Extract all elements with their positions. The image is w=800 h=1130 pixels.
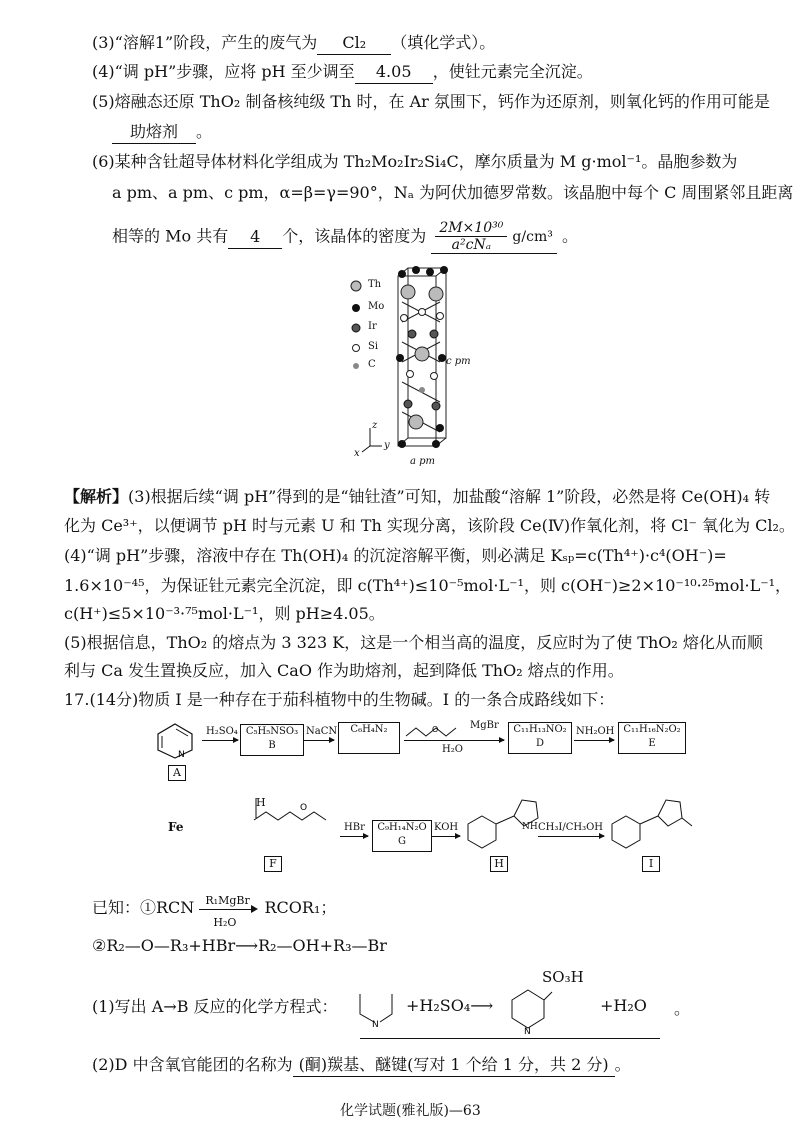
q16-3 <box>92 32 495 55</box>
q16-4-text: (4)“调 pH”步骤，应将 pH 至少调至 <box>92 62 355 81</box>
q16-5-answer: 助熔剂 <box>112 121 196 144</box>
q16-6-line2: a pm、a pm、c pm，α=β=γ=90°，Nₐ 为阿伏加德罗常数。该晶胞中每个 C 周围紧邻且距离 <box>112 183 794 202</box>
label-i: I <box>642 856 660 872</box>
known-1 <box>92 893 337 929</box>
b-formula: C₅H₅NSO₃ <box>245 726 299 737</box>
svg-text:N: N <box>178 750 185 760</box>
box-e <box>618 722 686 754</box>
arrow-a-b <box>202 740 238 741</box>
label-y: y <box>384 440 390 451</box>
reagent-koh: KOH <box>434 822 459 833</box>
reagent-fe: Fe <box>168 820 184 834</box>
q16-6-line1: (6)某种含钍超导体材料化学组成为 Th₂Mo₂Ir₂Si₄C，摩尔质量为 M g·mol⁻¹。晶胞参数为 <box>92 152 738 171</box>
known-1-reactant: 已知：①RCN <box>92 898 195 917</box>
reagent-mgbr: MgBr <box>470 720 499 731</box>
q17-1-text: (1)写出 A→B 反应的化学方程式： <box>92 997 338 1016</box>
label-b: B <box>268 740 276 751</box>
known-1-under: H₂O <box>213 915 237 929</box>
label-a-pm: a pm <box>410 456 436 467</box>
q16-4 <box>92 61 593 84</box>
h-structure <box>462 786 542 856</box>
q17-1-plus-h2so4: +H₂SO₄⟶ <box>406 996 494 1015</box>
q16-6-line3c: 。 <box>561 226 578 246</box>
q17-2-answer: (酮)羰基、醚键(写对 1 个给 1 分，共 2 分) <box>293 1054 615 1077</box>
q16-6-line3b: 个，该晶体的密度为 <box>282 226 427 246</box>
so3h-group: SO₃H <box>542 968 584 986</box>
density-answer <box>431 220 557 254</box>
svg-text:N: N <box>372 1020 379 1028</box>
q17-2-end: 。 <box>614 1055 631 1074</box>
i-structure <box>606 786 696 856</box>
box-c <box>338 722 400 754</box>
h-label-f: H <box>256 796 266 809</box>
q17-2-text: (2)D 中含氧官能团的名称为 <box>92 1055 293 1074</box>
analysis-l6: (5)根据信息，ThO₂ 的熔点为 3 323 K，这是一个相当高的温度，反应时为了使 ThO₂ 熔化从而顺 <box>64 633 763 652</box>
e-formula: C₁₁H₁₆N₂O₂ <box>623 724 681 735</box>
label-a: A <box>168 765 186 781</box>
q17-header: 17.(14分)物质 I 是一种存在于茄科植物中的生物碱。I 的一条合成路线如下： <box>64 690 615 709</box>
legend-mo: Mo <box>368 301 385 312</box>
reagent-nh2oh: NH₂OH <box>576 726 615 737</box>
q16-6-line3a: 相等的 Mo 共有 <box>112 226 229 246</box>
q17-1-end: 。 <box>674 999 691 1018</box>
label-z: z <box>372 420 378 431</box>
reagent-ch3i: CH₃I/CH₃OH <box>538 822 603 833</box>
arrow-d-e <box>574 740 614 741</box>
label-h: H <box>490 856 508 872</box>
legend-c: C <box>368 359 376 370</box>
analysis-l3: (4)“调 pH”步骤，溶液中存在 Th(OH)₄ 的沉淀溶解平衡，则必满足 Kₛₚ=c(Th⁴⁺)·c⁴(OH⁻)= <box>64 546 727 565</box>
pyridine-reactant <box>350 988 410 1028</box>
density-denominator: a²cNₐ <box>451 237 491 253</box>
q17-1-plus-h2o: +H₂O <box>600 996 647 1015</box>
g-formula: C₉H₁₄N₂O <box>377 822 427 833</box>
reagent-h2so4: H₂SO₄ <box>206 726 238 737</box>
pyridine-sulfonic-acid <box>506 980 556 1036</box>
q16-5-line1: (5)熔融态还原 ThO₂ 制备核纯级 Th 时，在 Ar 氛围下，钙作为还原剂，则氧化钙的作用可能是 <box>92 92 770 111</box>
svg-text:O: O <box>300 803 308 813</box>
legend-si: Si <box>368 341 379 352</box>
box-b <box>240 724 304 756</box>
label-c-pm: c pm <box>446 356 471 367</box>
reagent-h2o: H₂O <box>442 744 463 755</box>
label-d: D <box>535 738 545 749</box>
reagent-nacn: NaCN <box>306 726 338 737</box>
label-e: E <box>648 738 656 749</box>
arrow-c-d <box>404 740 504 741</box>
legend-ir: Ir <box>368 321 377 332</box>
q16-3-text: (3)“溶解1”阶段，产生的废气为 <box>92 33 318 52</box>
crystal-cell-figure <box>350 262 470 477</box>
density-unit: g/cm³ <box>512 229 553 245</box>
analysis-l5: c(H⁺)≤5×10⁻³·⁷⁵mol·L⁻¹，则 pH≥4.05。 <box>64 604 385 623</box>
q16-3-tail: （填化学式）。 <box>391 33 496 52</box>
density-fraction <box>435 220 507 253</box>
analysis-l2: 化为 Ce³⁺，以便调节 pH 时与元素 U 和 Th 实现分离，该阶段 Ce(Ⅳ)作氧化剂，将 Cl⁻ 氧化为 Cl₂。 <box>64 516 795 535</box>
known-1-arrow <box>199 893 259 929</box>
q16-5-line2 <box>112 121 212 144</box>
svg-text:O: O <box>432 725 439 734</box>
axes-glyph <box>362 428 382 452</box>
known-1-product: RCOR₁； <box>264 898 337 917</box>
page-footer: 化学试题(雅礼版)—63 <box>340 1103 481 1119</box>
grignard-chain <box>404 722 474 742</box>
known-1-over: R₁MgBr <box>205 893 250 907</box>
q16-6-line3 <box>112 220 578 254</box>
arrow-g-h <box>432 836 460 837</box>
q17-1-equation <box>350 968 691 1042</box>
q16-4-answer: 4.05 <box>355 61 433 84</box>
legend-th: Th <box>368 279 382 290</box>
pyridine-a-structure <box>150 720 200 760</box>
analysis-l7: 利与 Ca 发生置换反应，加入 CaO 作为助熔剂，起到降低 ThO₂ 熔点的作用。 <box>64 661 624 680</box>
q17-1-answer-line <box>360 1038 660 1039</box>
analysis-l1-text: (3)根据后续“调 pH”得到的是“铀钍渣”可知，加盐酸“溶解 1”阶段，必然是将 Ce(OH)₄ 转 <box>128 487 771 506</box>
known-2: ②R₂—O—R₃+HBr⟶R₂—OH+R₃—Br <box>92 936 387 955</box>
label-x: x <box>354 448 360 459</box>
analysis-l4: 1.6×10⁻⁴⁵，为保证钍元素完全沉淀，即 c(Th⁴⁺)≤10⁻⁵mol·L⁻¹，则 c(OH⁻)≥2×10⁻¹⁰·²⁵mol·L⁻¹， <box>64 576 792 595</box>
reagent-hbr: HBr <box>344 822 365 833</box>
density-numerator: 2M×10³⁰ <box>435 220 507 237</box>
svg-text:N: N <box>524 1027 531 1036</box>
q16-3-answer: Cl₂ <box>317 32 391 55</box>
label-g: G <box>398 836 406 847</box>
arrow-b-c <box>304 740 334 741</box>
box-g <box>372 820 432 852</box>
legend-swatches <box>351 281 361 369</box>
nh-label: NH <box>522 822 538 832</box>
q16-6-answer1: 4 <box>228 226 282 249</box>
arrow-h-i <box>538 836 604 837</box>
arrow-f-g <box>340 836 368 837</box>
q17-2 <box>92 1054 631 1077</box>
analysis-tag: 【解析】 <box>64 487 129 506</box>
q16-5-tail: 。 <box>196 122 213 141</box>
q16-4-tail: ，使钍元素完全沉淀。 <box>432 62 593 81</box>
d-formula: C₁₁H₁₃NO₂ <box>513 724 567 735</box>
atoms <box>396 266 448 448</box>
box-d <box>508 722 572 754</box>
label-f: F <box>264 856 282 872</box>
analysis-l1 <box>64 486 770 508</box>
c-formula: C₆H₄N₂ <box>350 724 388 735</box>
